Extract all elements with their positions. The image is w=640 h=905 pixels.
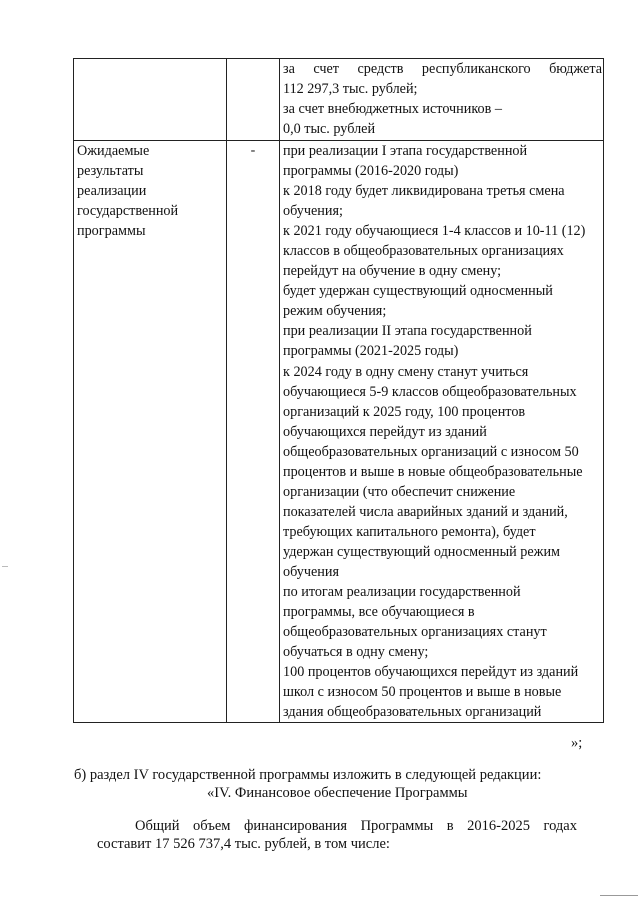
content-line: программы (2021-2025 годы) [283,343,459,360]
content-line: организаций к 2025 году, 100 процентов [283,403,526,420]
content-line: обучаться в одну смену; [283,644,429,661]
content-line: классов в общеобразовательных организациях [283,243,564,260]
row2-dash-cell: - [227,141,280,723]
content-line: школ с износом 50 процентов и выше в новые [283,684,562,701]
content-line: будет удержан существующий односменный [283,283,553,300]
content-line: обучения; [283,203,343,220]
content-line: показателей числа аварийных зданий и зданий, [283,503,568,520]
content-line: программы (2016-2020 годы) [283,163,459,180]
content-line: 112 297,3 тыс. рублей; [283,81,418,98]
row1-dash-cell [227,59,280,141]
content-line: общеобразовательных организаций с износом 50 [283,443,579,460]
content-line: обучающиеся 5-9 классов общеобразовательных [283,383,577,400]
row1-content-cell [280,59,604,141]
label-line: государственной [77,203,179,220]
paragraph-b: б) раздел IV государственной программы изложить в следующей редакции: [74,767,542,783]
content-line: 100 процентов обучающихся перейдут из зданий [283,664,579,681]
content-line: требующих капитального ремонта), будет [283,523,536,540]
closing-quote-mark: »; [571,735,583,751]
content-line: за счет внебюджетных источников – [283,101,502,118]
content-line: перейдут на обучение в одну смену; [283,263,502,280]
total-financing-line-2: составит 17 526 737,4 тыс. рублей, в том числе: [97,836,390,852]
content-line: по итогам реализации государственной [283,584,521,601]
scan-artifact-dot [2,566,8,567]
table-row-expected-results [74,141,604,723]
content-line: общеобразовательных организациях станут [283,624,547,641]
content-line: за счет средств республиканского бюджета [283,61,602,77]
content-line: к 2021 году обучающиеся 1-4 классов и 10-11 (12) [283,223,586,240]
row2-content-cell [280,141,604,723]
label-line: программы [77,223,146,240]
content-line: организации (что обеспечит снижение [283,483,516,500]
row2-label-cell [74,141,227,723]
content-line: режим обучения; [283,303,387,320]
total-financing-line-1: Общий объем финансирования Программы в 2016-2025 годах [135,818,577,834]
total-financing-paragraph [97,817,577,853]
content-line: удержан существующий односменный режим [283,543,561,560]
content-line: обучения [283,563,340,580]
row1-label-cell [74,59,227,141]
content-line: к 2024 году в одну смену станут учиться [283,363,529,380]
content-line: процентов и выше в новые общеобразовательные [283,463,583,480]
table-row-funding [74,59,604,141]
content-line: при реализации II этапа государственной [283,323,532,340]
label-line: реализации [77,183,147,200]
section-title: «IV. Финансовое обеспечение Программы [207,785,468,801]
content-line: к 2018 году будет ликвидирована третья смена [283,183,565,200]
content-line: здания общеобразовательных организаций [283,704,542,721]
content-line: программы, все обучающиеся в [283,604,475,621]
scan-artifact-line [600,895,638,896]
content-line: при реализации I этапа государственной [283,143,528,159]
content-line: 0,0 тыс. рублей [283,121,376,138]
label-line: результаты [77,163,144,180]
content-line: обучающихся перейдут из зданий [283,423,487,440]
passport-table [73,58,604,723]
label-line: Ожидаемые [77,143,150,159]
